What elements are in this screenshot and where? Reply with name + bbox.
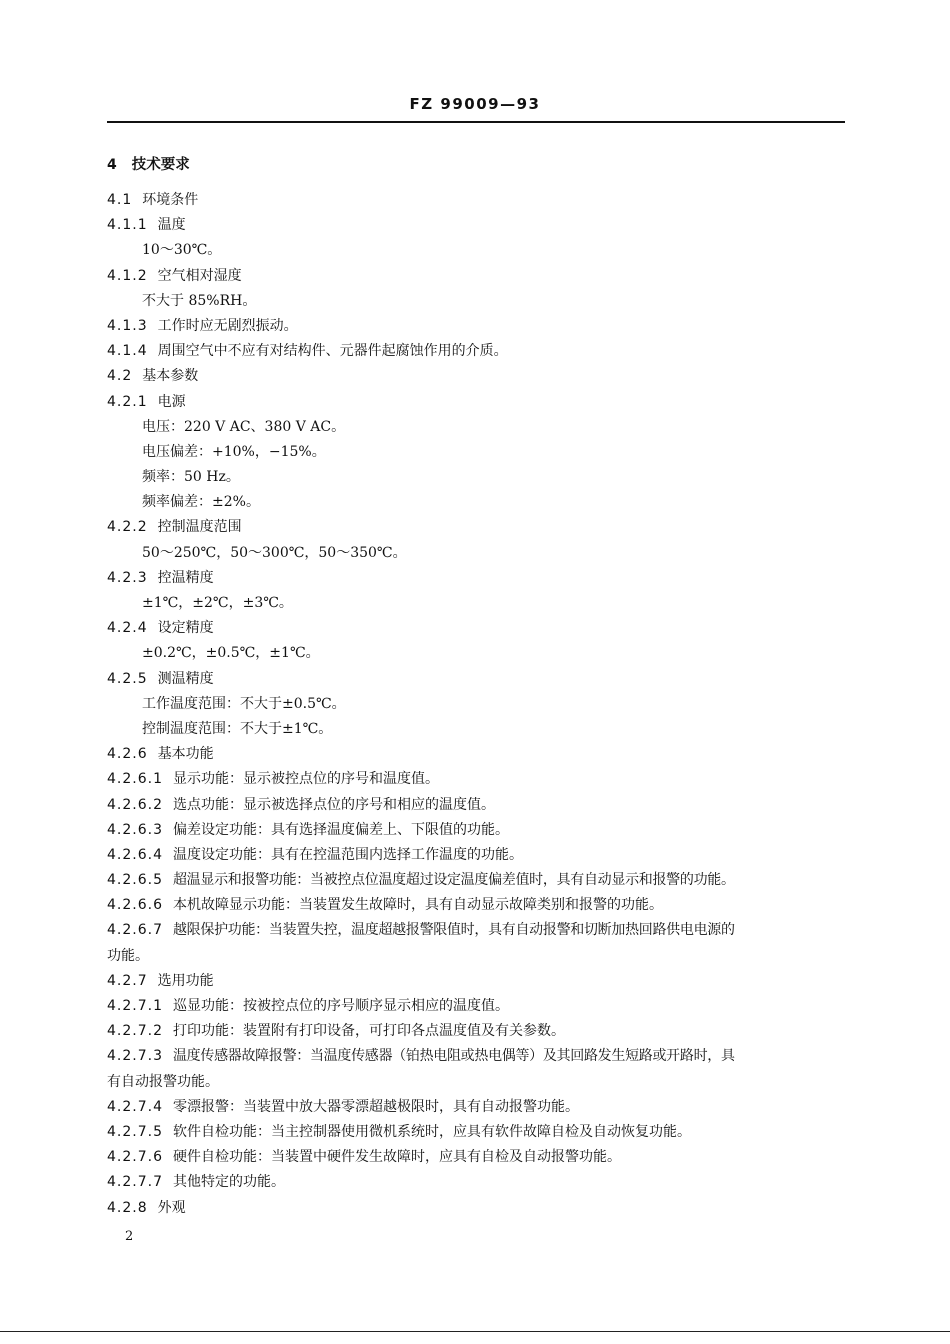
chapter-heading <box>107 152 847 188</box>
clause-number: 4.2.2 <box>107 519 148 536</box>
clause-4-2-5 <box>107 667 847 692</box>
clause-body-text: ±0.2℃，±0.5℃，±1℃。 <box>142 645 320 662</box>
clause-body-text: 10～30℃。 <box>142 242 222 259</box>
clause-text: 周围空气中不应有对结构件、元器件起腐蚀作用的介质。 <box>157 343 508 360</box>
clause-4-1-3 <box>107 314 847 339</box>
clause-number: 4.2.6.5 <box>107 872 163 889</box>
clause-4-2-6-2 <box>107 793 847 818</box>
clause-4-1-4 <box>107 339 847 364</box>
clause-4-1 <box>107 188 847 213</box>
clause-4-2-6-5 <box>107 868 847 893</box>
clause-number: 4.2.7.3 <box>107 1048 163 1065</box>
clause-text: 零漂报警：当装置中放大器零漂超越极限时，具有自动报警功能。 <box>172 1098 579 1115</box>
clause-body-text: 不大于 85%RH。 <box>142 292 257 309</box>
clause-text: 基本参数 <box>142 368 199 385</box>
clause-text: 打印功能：装置附有打印设备，可打印各点温度值及有关参数。 <box>172 1023 565 1040</box>
clause-continuation-text: 功能。 <box>107 947 149 964</box>
clause-number: 4.2.6 <box>107 746 148 763</box>
clause-number: 4.1.2 <box>107 267 148 284</box>
clause-text: 选点功能：显示被选择点位的序号和相应的温度值。 <box>172 796 495 813</box>
clause-4-2-3 <box>107 566 847 591</box>
clause-4-2-2 <box>107 515 847 540</box>
clause-text: 硬件自检功能：当装置中硬件发生故障时，应具有自检及自动报警功能。 <box>172 1149 621 1166</box>
clause-number: 4.1 <box>107 192 133 208</box>
clause-4-2-7-3 <box>107 1044 847 1069</box>
clause-text: 温度设定功能：具有在控温范围内选择工作温度的功能。 <box>172 846 523 863</box>
clause-number: 4.2.1 <box>107 393 148 410</box>
clause-number: 4.1.4 <box>107 343 148 360</box>
clause-text: 电源 <box>157 393 186 410</box>
clause-text: 本机故障显示功能：当装置发生故障时，具有自动显示故障类别和报警的功能。 <box>172 897 663 914</box>
clause-4-2-7-1 <box>107 994 847 1019</box>
clause-number: 4.2.6.3 <box>107 821 163 838</box>
clause-4-2-4 <box>107 616 847 641</box>
clause-number: 4.2.6.1 <box>107 771 163 788</box>
clause-number: 4.2.5 <box>107 670 148 687</box>
clause-text: 基本功能 <box>157 746 214 763</box>
clause-text: 工作时应无剧烈振动。 <box>157 317 298 334</box>
clause-number: 4.2.7.5 <box>107 1123 163 1140</box>
clause-text: 测温精度 <box>157 670 214 687</box>
clause-number: 4.2.4 <box>107 620 148 637</box>
clause-4-2-6 <box>107 742 847 767</box>
clause-4-2-1 <box>107 390 847 415</box>
clause-text: 设定精度 <box>157 620 214 637</box>
clause-4-2-6-1 <box>107 767 847 792</box>
clause-text: 越限保护功能：当装置失控，温度超越报警限值时，具有自动报警和切断加热回路供电电源的 <box>172 922 735 939</box>
document-body <box>107 152 847 1221</box>
clause-number: 4.2.6.7 <box>107 922 163 939</box>
clause-number: 4.2.8 <box>107 1199 148 1216</box>
clause-body-text: 控制温度范围：不大于±1℃。 <box>142 720 333 737</box>
clause-number: 4.2.7.1 <box>107 998 163 1014</box>
clause-4-2-6-4 <box>107 843 847 868</box>
clause-number: 4.2.7.6 <box>107 1149 163 1166</box>
clause-text: 控制温度范围 <box>157 519 242 536</box>
clause-body-text: 工作温度范围：不大于±0.5℃。 <box>142 695 346 712</box>
clause-number: 4.2.7 <box>107 972 148 989</box>
clause-body-text: 电压偏差：+10%，−15%。 <box>142 443 326 460</box>
clause-number: 4.2.6.4 <box>107 846 163 863</box>
clause-text: 控温精度 <box>157 569 214 586</box>
clause-number: 4.2 <box>107 368 133 385</box>
clause-text: 超温显示和报警功能：当被控点位温度超过设定温度偏差值时，具有自动显示和报警的功能。 <box>172 872 735 889</box>
clause-4-2-6-6 <box>107 893 847 918</box>
clause-4-2-6-3 <box>107 818 847 843</box>
clause-4-2-7-6 <box>107 1145 847 1170</box>
clause-4-1-1 <box>107 213 847 238</box>
clause-4-2-7-4 <box>107 1095 847 1120</box>
chapter-number: 4 <box>107 157 118 173</box>
clause-text: 偏差设定功能：具有选择温度偏差上、下限值的功能。 <box>172 821 509 838</box>
clause-4-2-7 <box>107 969 847 994</box>
clause-body-text: 50～250℃，50～300℃，50～350℃。 <box>142 544 407 561</box>
clause-continuation-text: 有自动报警功能。 <box>107 1073 219 1090</box>
clause-body-text: ±1℃，±2℃，±3℃。 <box>142 595 293 611</box>
clause-4-2-6-7 <box>107 918 847 943</box>
clause-text: 巡显功能：按被控点位的序号顺序显示相应的温度值。 <box>172 998 509 1014</box>
clause-4-1-2 <box>107 264 847 289</box>
clause-4-2-8 <box>107 1196 847 1221</box>
clause-text: 环境条件 <box>142 192 199 208</box>
clause-text: 空气相对湿度 <box>157 267 242 284</box>
clause-number: 4.2.6.2 <box>107 796 163 813</box>
clause-number: 4.2.7.4 <box>107 1098 163 1115</box>
clause-number: 4.2.7.2 <box>107 1023 163 1040</box>
clause-4-2-7-5 <box>107 1120 847 1145</box>
clause-4-2-7-7 <box>107 1170 847 1195</box>
clause-text: 外观 <box>157 1199 186 1216</box>
clause-text: 选用功能 <box>157 972 214 989</box>
clause-body-text: 电压：220 V AC、380 V AC。 <box>142 418 346 435</box>
clause-4-2-7-2 <box>107 1019 847 1044</box>
page-bottom-edge <box>0 1331 950 1332</box>
clause-number: 4.2.7.7 <box>107 1174 163 1191</box>
clause-text: 显示功能：显示被控点位的序号和温度值。 <box>172 771 439 788</box>
clause-number: 4.1.3 <box>107 317 148 334</box>
standard-code-header: FZ 99009—93 <box>409 95 541 113</box>
chapter-title: 技术要求 <box>131 157 190 173</box>
clause-4-2 <box>107 364 847 389</box>
clause-body-text: 频率：50 Hz。 <box>142 469 240 486</box>
clause-number: 4.2.3 <box>107 569 148 586</box>
page-number: 2 <box>125 1229 134 1244</box>
clause-number: 4.1.1 <box>107 217 148 234</box>
clause-text: 温度 <box>157 217 186 234</box>
header-divider <box>107 121 845 123</box>
clause-number: 4.2.6.6 <box>107 897 163 914</box>
clause-body-text: 频率偏差：±2%。 <box>142 494 260 511</box>
clause-text: 其他特定的功能。 <box>172 1174 285 1191</box>
clause-text: 软件自检功能：当主控制器使用微机系统时，应具有软件故障自检及自动恢复功能。 <box>172 1123 691 1140</box>
clause-text: 温度传感器故障报警：当温度传感器（铂热电阻或热电偶等）及其回路发生短路或开路时，具 <box>172 1048 735 1065</box>
